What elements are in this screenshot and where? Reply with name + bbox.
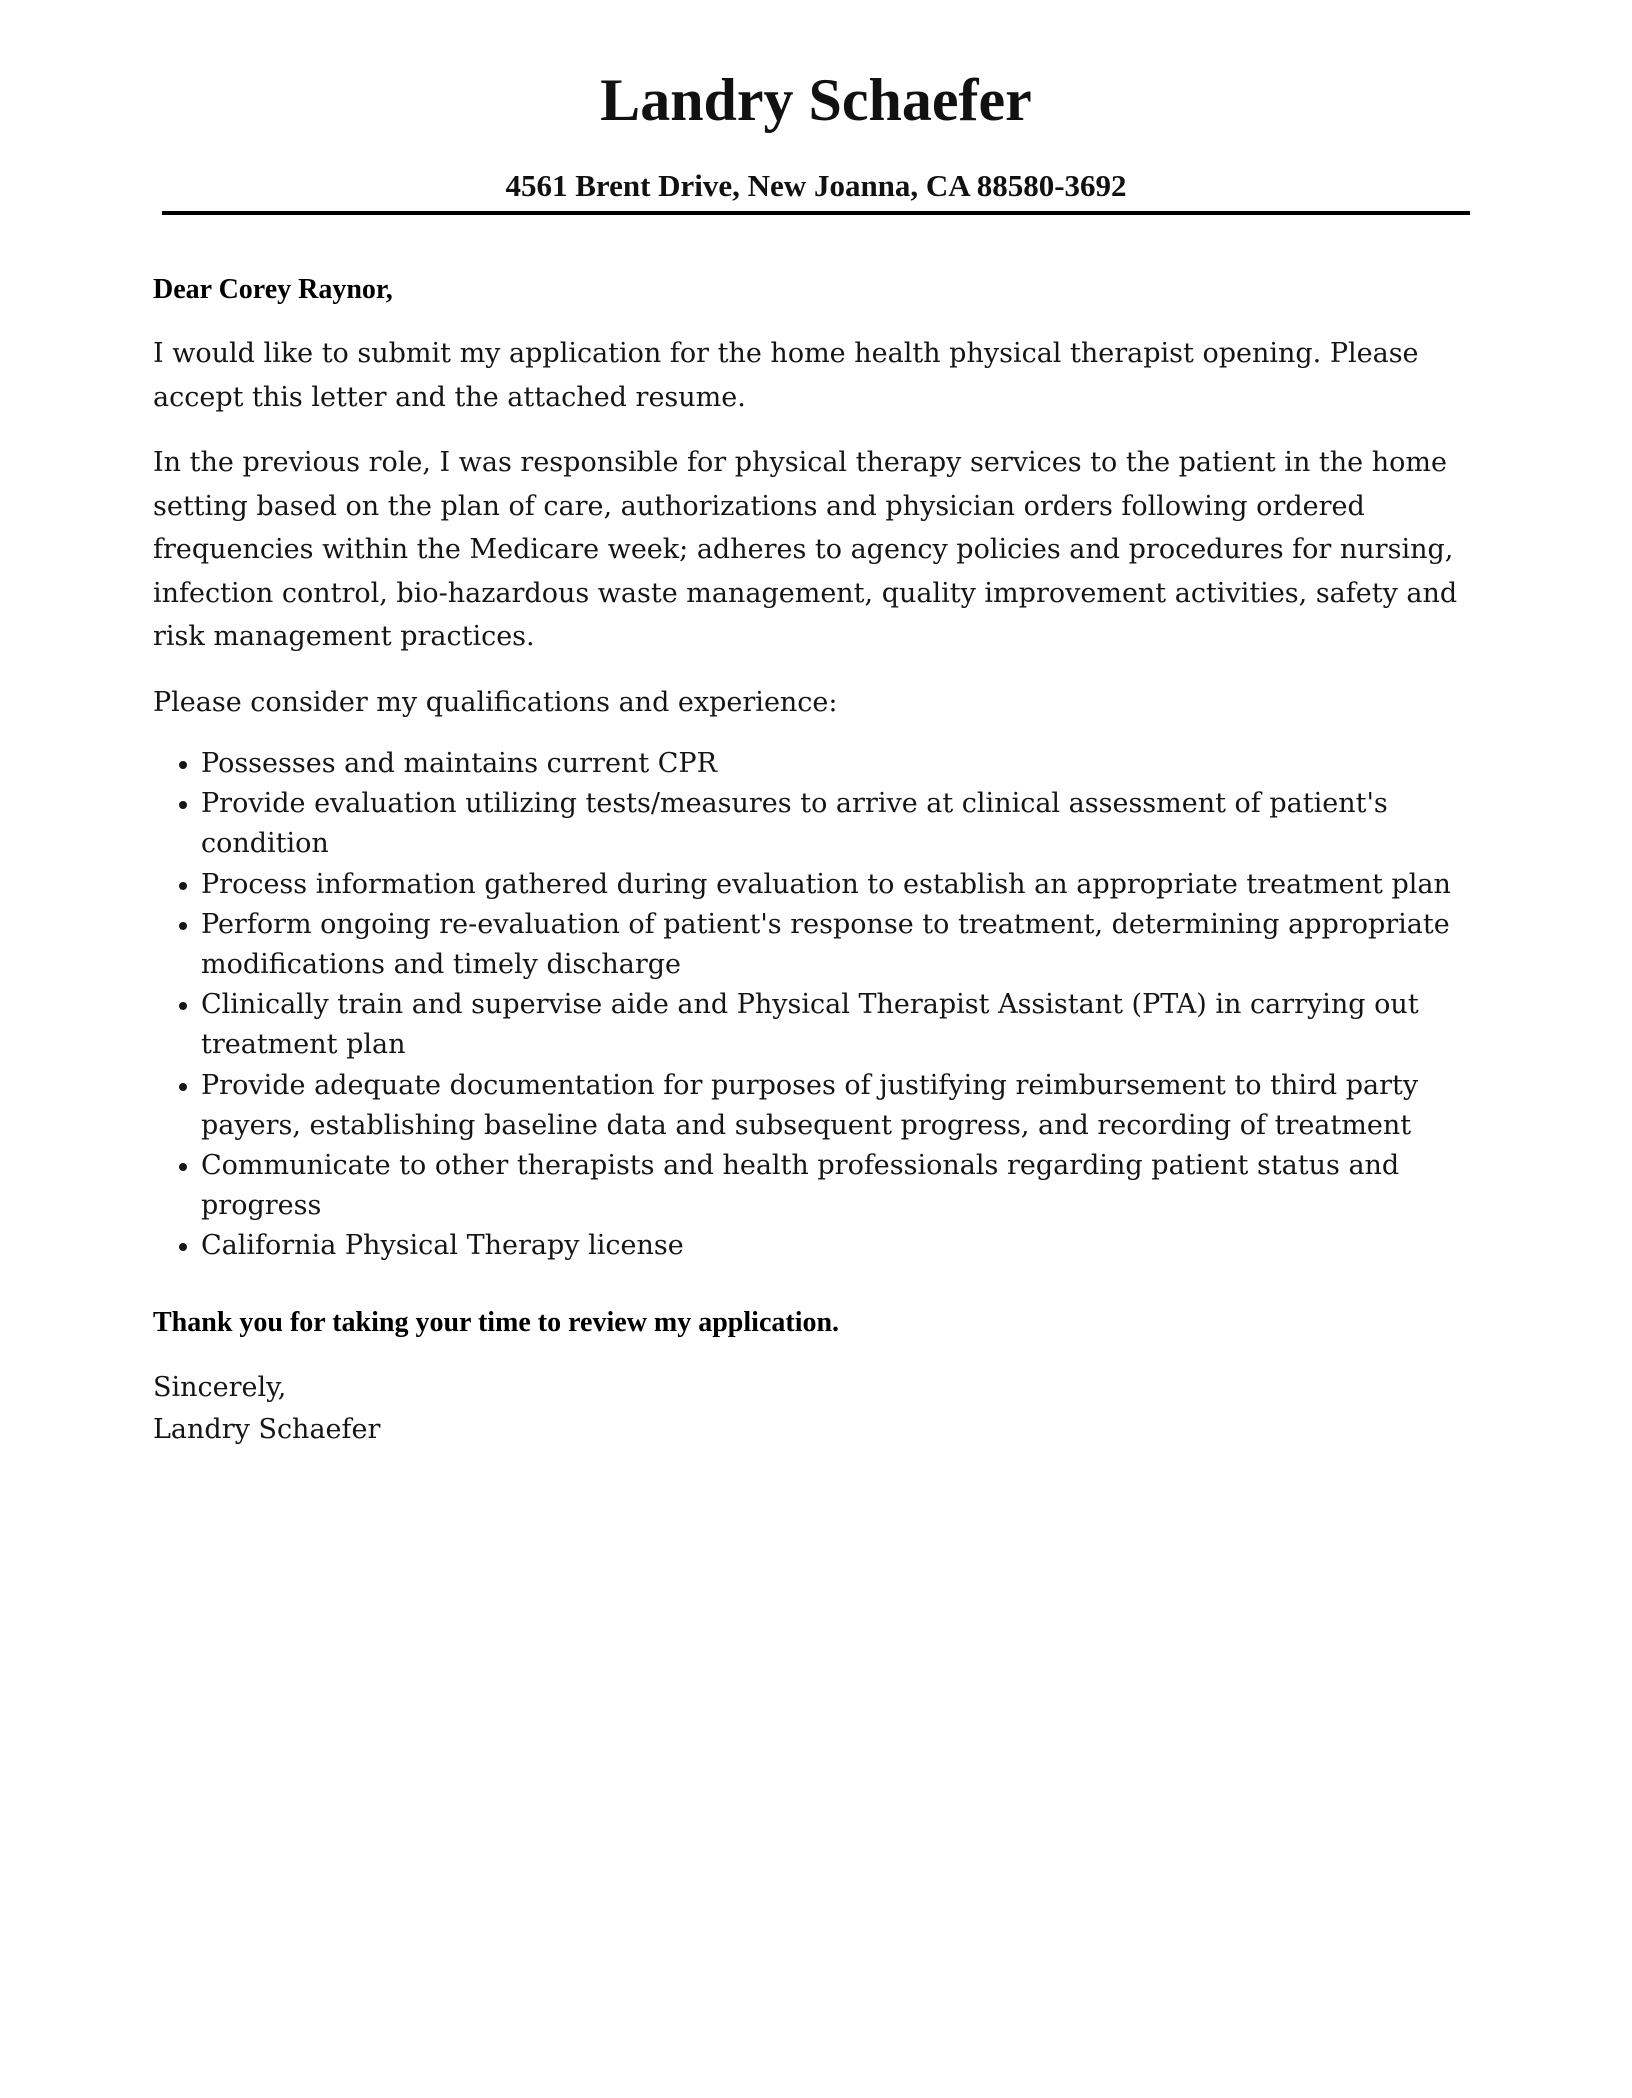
intro-paragraph: I would like to submit my application for the home health physical therapist opening. Please accept this letter and the attached resume. bbox=[153, 338, 1419, 413]
qualification-item: Perform ongoing re-evaluation of patient's response to treatment, determining appropriate modifications and timely discharge bbox=[201, 905, 1483, 985]
qualifications-list bbox=[153, 744, 1483, 1267]
salutation: Dear Corey Raynor, bbox=[153, 274, 393, 305]
header-divider bbox=[162, 211, 1470, 215]
qualification-item: Possesses and maintains current CPR bbox=[201, 744, 1483, 784]
qualification-item: Provide evaluation utilizing tests/measures to arrive at clinical assessment of patient's condition bbox=[201, 784, 1483, 864]
letter-body bbox=[153, 270, 1483, 1451]
qualifications-intro: Please consider my qualifications and experience: bbox=[153, 686, 838, 718]
applicant-name: Landry Schaefer bbox=[600, 67, 1032, 133]
qualification-item: California Physical Therapy license bbox=[201, 1226, 1483, 1266]
qualification-item: Provide adequate documentation for purposes of justifying reimbursement to third party payers, establishing baseline data and subsequent progress, and recording of treatment bbox=[201, 1066, 1483, 1146]
signature: Landry Schaefer bbox=[153, 1413, 381, 1445]
qualification-item: Clinically train and supervise aide and Physical Therapist Assistant (PTA) in carrying out treatment plan bbox=[201, 985, 1483, 1065]
thank-you-line: Thank you for taking your time to review my application. bbox=[153, 1306, 840, 1338]
applicant-address: 4561 Brent Drive, New Joanna, CA 88580-3692 bbox=[505, 168, 1127, 203]
closing: Sincerely, bbox=[153, 1371, 287, 1403]
qualification-item: Process information gathered during evaluation to establish an appropriate treatment plan bbox=[201, 865, 1483, 905]
experience-paragraph: In the previous role, I was responsible for physical therapy services to the patient in the home setting based on the plan of care, authorizations and physician orders following ordered frequencies within the Medicare week; adheres to agency policies and procedures for nursing, infection control, bio-hazardous waste management, quality improvement activities, safety and risk management practices. bbox=[153, 447, 1458, 652]
qualification-item: Communicate to other therapists and health professionals regarding patient status and progress bbox=[201, 1146, 1483, 1226]
